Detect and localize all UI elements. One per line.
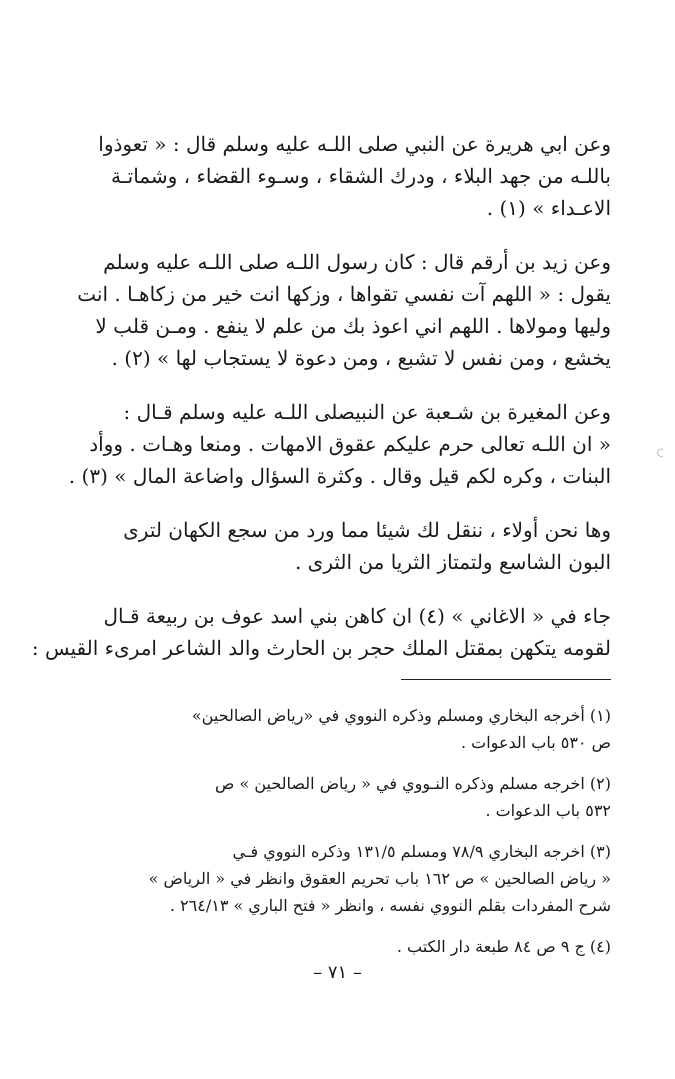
footnote-line: « رياض الصالحين » ص ١٦٢ باب تحريم العقوق وانظر في « الرياض » [148, 869, 611, 888]
footnote-3 [61, 838, 611, 919]
text-line: « ان اللـه تعالى حرم عليكم عقوق الامهات . ومنعا وهـات . ووأد [89, 432, 611, 456]
footnote-2 [61, 770, 611, 824]
text-line: الاعـداء » (١) . [486, 196, 611, 220]
paragraph-hadith-1 [61, 128, 611, 224]
text-line: جاء في « الاغاني » (٤) ان كاهن بني اسد عوف بن ربيعة قـال [103, 604, 611, 628]
text-line: البون الشاسع ولتمتاز الثريا من الثرى . [294, 550, 611, 574]
text-line: يقول : « اللهم آت نفسي تقواها ، وزكها انت خير من زكاهـا . انت [77, 282, 611, 306]
main-text [31, 128, 611, 686]
text-line: وها نحن أولاء ، ننقل لك شيئا مما ورد من سجع الكهان لترى [123, 518, 611, 542]
footnote-1 [61, 702, 611, 756]
paragraph-intro [61, 514, 611, 578]
text-line: باللـه من جهد البلاء ، ودرك الشقاء ، وسـوء القضاء ، وشماتـة [111, 164, 611, 188]
paragraph-hadith-3 [61, 396, 611, 492]
text-line: يخشع ، ومن نفس لا تشبع ، ومن دعوة لا يستجاب لها » (٢) . [111, 346, 611, 370]
footnote-line: (٢) اخرجه مسلم وذكره النـووي في « رياض الصالحين » ص [215, 774, 611, 793]
paragraph-aghani [31, 600, 611, 664]
footnote-line: (١) أخرجه البخاري ومسلم وذكره النووي في «رياض الصالحين» [191, 706, 611, 725]
footnotes [61, 702, 611, 974]
page-number: – ٧١ – [313, 962, 362, 983]
footnote-line: ٥٣٢ باب الدعوات . [485, 801, 611, 820]
footnote-separator [401, 679, 611, 680]
text-line: وعن زيد بن أرقم قال : كان رسول اللـه صلى اللـه عليه وسلم [103, 250, 611, 274]
margin-mark-icon [652, 446, 666, 460]
text-line: لقومه يتكهن بمقتل الملك حجر بن الحارث والد الشاعر امرىء القيس : [31, 636, 611, 660]
footnote-line: ص ٥٣٠ باب الدعوات . [461, 733, 611, 752]
text-line: وعن المغيرة بن شـعبة عن النبيصلى اللـه عليه وسلم قـال : [123, 400, 611, 424]
footnote-4 [61, 933, 611, 960]
paragraph-hadith-2 [61, 246, 611, 374]
footnote-line: (٣) اخرجه البخاري ٧٨/٩ ومسلم ١٣١/٥ وذكره النووي فـي [232, 842, 611, 861]
text-line: وعن ابي هريرة عن النبي صلى اللـه عليه وسلم قال : « تعوذوا [98, 132, 611, 156]
text-line: البنات ، وكره لكم قيل وقال . وكثرة السؤال واضاعة المال » (٣) . [68, 464, 611, 488]
footnote-line: شرح المفردات بقلم النووي نفسه ، وانظر « فتح الباري » ٢٦٤/١٣ . [169, 896, 611, 915]
text-line: وليها ومولاها . اللهم اني اعوذ بك من علم لا ينفع . ومـن قلب لا [95, 314, 611, 338]
footnote-line: (٤) ج ٩ ص ٨٤ طبعة دار الكتب . [396, 937, 611, 956]
